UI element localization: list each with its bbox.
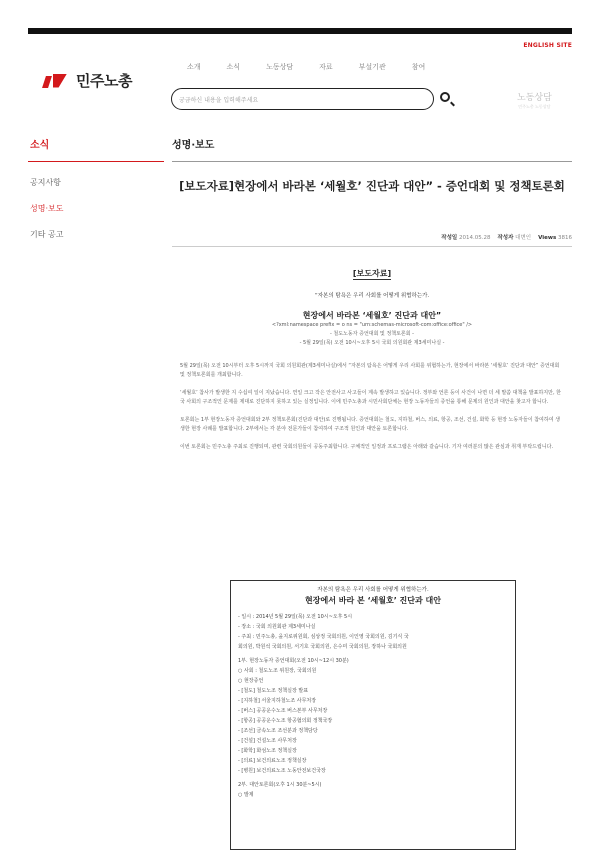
logo-icon	[44, 74, 70, 88]
paragraph-2: ‘세월호’ 참사가 발생한 지 수십여 일이 지났습니다. 연일 크고 작은 안전사고 사고들이 계속 발생하고 있습니다. 정부와 언론 등이 사건이 나면 더 세 말씀 대책을 발표하지만, 한국 사회의 구조적인 문제를 제대로 진단하지 못하고 있는 실정입니다. 이에 민주노총과 시민사회단체는 현장 노동자들의 증언을 통해 문제의 원인과 대안을 찾고자 합니다.	[180, 390, 561, 405]
xml-line: <?xml:namespace prefix = o ns = "urn:schemas-microsoft-com:office:office" />	[271, 322, 473, 328]
sidebar-divider	[28, 161, 164, 162]
box-line: 2부. 대안토론회(오후 1시 30분~5시)	[238, 782, 322, 788]
box-subheading: 자본의 탐욕은 우리 사회를 어떻게 위협하는가.	[317, 587, 429, 593]
english-site-link[interactable]: ENGLISH SITE	[523, 42, 572, 49]
press-label: [보도자료]	[352, 269, 392, 278]
box-line: ○ 사회 : 철도노조 위원장, 국회의원	[238, 668, 317, 674]
page-title: 성명·보도	[172, 140, 215, 151]
article-date: 2014.05.28	[458, 235, 491, 241]
nav-item-labor-consult[interactable]: 노동상담	[266, 63, 294, 71]
logo-text: 민주노총	[76, 72, 132, 90]
host-line: - 철도노동자 증언대회 및 정책토론회 -	[329, 331, 414, 337]
event-info-box	[230, 580, 516, 850]
box-line: - [철도] 철도노조 정책실장 발표	[238, 688, 309, 694]
title-divider	[172, 161, 572, 162]
labor-consult-sublabel: 민주노총 노동상담	[518, 104, 551, 109]
article-title: [보도자료]현장에서 바라본 ‘세월호’ 진단과 대안” - 증언대회 및 정책토론회	[179, 179, 565, 193]
sidebar-item-notice[interactable]: 공지사항	[30, 178, 61, 187]
views-count: 3816	[558, 235, 572, 241]
top-bar	[28, 28, 572, 34]
box-line: - 주최 : 민주노총, 을지로위원회, 심상정 국회의원, 이인영 국회의원, 김기식 국	[238, 634, 409, 640]
search-input[interactable]	[171, 88, 434, 110]
nav-item-affiliates[interactable]: 부설기관	[358, 63, 386, 71]
search-placeholder: 궁금하신 내용을 입력해주세요	[179, 97, 259, 104]
meta-divider	[172, 246, 572, 247]
date-line: - 5월 29일(목) 오전 10시~오후 5시 국회 의원회관 제3세미나실 -	[299, 340, 445, 346]
article-body	[172, 252, 572, 452]
nav-item-news[interactable]: 소식	[226, 63, 241, 71]
box-line: - [의료] 보건의료노조 정책실장	[238, 758, 307, 764]
sidebar-title: 소식	[30, 140, 50, 151]
logo[interactable]	[44, 70, 132, 91]
article-meta	[441, 233, 572, 241]
search-icon[interactable]	[440, 92, 450, 102]
box-headline: 현장에서 바라 본 ‘세월호’ 진단과 대안	[305, 596, 441, 605]
author-label: 작성자	[497, 235, 514, 241]
box-line: ○ 현장증언	[238, 678, 264, 684]
box-line: ○ 발제	[238, 792, 254, 798]
nav-item-materials[interactable]: 자료	[319, 63, 333, 71]
box-line: - [지하철] 서울지하철노조 사무처장	[238, 698, 317, 704]
labor-consult-link[interactable]	[517, 90, 552, 110]
box-line: - [조선] 금속노조 조선분과 정책담당	[238, 728, 318, 734]
date-label: 작성일	[441, 235, 458, 241]
sidebar-item-statements[interactable]: 성명·보도	[30, 204, 64, 213]
nav-item-about[interactable]: 소개	[187, 63, 201, 71]
box-line: - [건설] 건설노조 사무처장	[238, 738, 297, 744]
box-line: - 일시 : 2014년 5월 29일(목) 오전 10시~오후 5시	[238, 614, 353, 620]
box-line: 회의원, 박원석 국회의원, 서기호 국회의원, 은수미 국회의원, 장하나 국회의원	[238, 644, 407, 650]
box-line: 1부. 현장노동자 증언대회(오전 10시~12시 30분)	[238, 658, 349, 664]
views-label: Views	[538, 235, 557, 241]
box-line: - [버스] 공공운수노조 버스본부 사무처장	[238, 708, 328, 714]
box-line: - [화학] 화섬노조 정책실장	[238, 748, 297, 754]
main-nav	[187, 62, 451, 72]
paragraph-3: 토론회는 1부 현장노동자 증언대회와 2부 정책토론회(진단과 대안)로 진행됩니다. 증언대회는 철도, 지하철, 버스, 의료, 항공, 조선, 건설, 화학 등 현장 노동자들이 참여하여 생생한 현장 사례를 발표합니다. 2부에서는 각 분야 전문가들이 참여하여 구조적 원인과 대안을 토론합니다.	[180, 417, 560, 432]
box-line: - 장소 : 국회 의원회관 제3세미나실	[238, 624, 316, 630]
article-author: 대변인	[515, 235, 532, 241]
paragraph-1: 5월 29일(목) 오전 10시부터 오후 5시까지 국회 의원회관(제3세미나실)에서 “자본의 탐욕은 어떻게 우리 사회를 위협하는가, 현장에서 바라본 ‘세월호’ 진단과 대안” 증언대회 및 정책토론회를 개최합니다.	[180, 363, 560, 378]
paragraph-4: 이번 토론회는 민주노총 주최로 진행되며, 관련 국회의원들이 공동주최합니다. 구체적인 일정과 프로그램은 아래와 같습니다. 기자 여러분의 많은 관심과 취재 부탁드립니다.	[180, 444, 554, 450]
article-headline: 현장에서 바라본 ‘세월호’ 진단과 대안”	[302, 311, 442, 320]
sidebar-item-other-notices[interactable]: 기타 공고	[30, 230, 64, 239]
box-line: - [병원] 보건의료노조 노동안전보건국장	[238, 768, 326, 774]
article-subheading: “자본의 탐욕은 우리 사회를 어떻게 위협하는가.	[314, 293, 430, 299]
box-line: - [항공] 공공운수노조 항공협의회 정책국장	[238, 718, 333, 724]
nav-item-participate[interactable]: 참여	[411, 63, 426, 71]
labor-consult-label: 노동상담	[517, 93, 552, 103]
